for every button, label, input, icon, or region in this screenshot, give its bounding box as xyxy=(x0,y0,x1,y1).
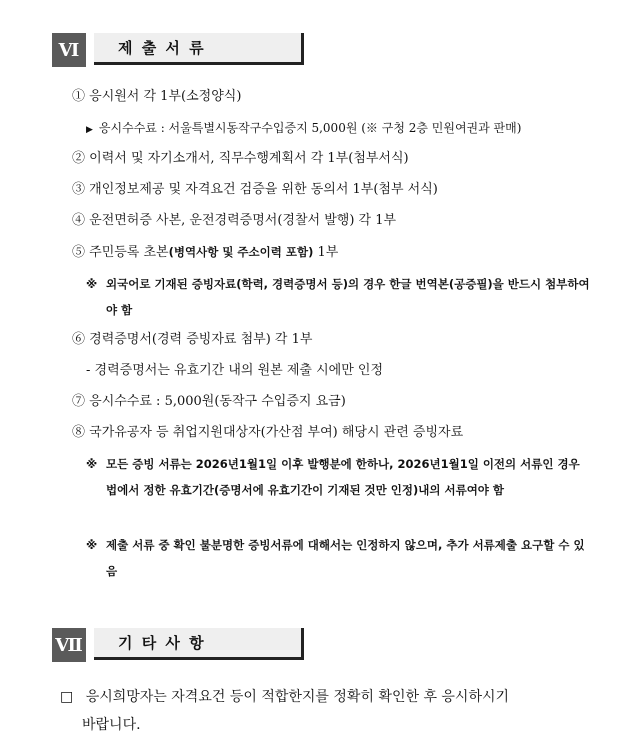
item-7: ⑦ 응시수수료 : 5,000원(동작구 수입증지 요금) xyxy=(72,394,346,409)
item-2: ② 이력서 및 자기소개서, 직무수행계획서 각 1부(첨부서식) xyxy=(72,151,409,166)
item-5-bold: (병역사항 및 주소이력 포함) xyxy=(168,245,314,259)
item-8: ⑧ 국가유공자 등 취업지원대상자(가산점 부여) 해당시 관련 증빙자료 xyxy=(72,425,464,440)
note-3-text: 제출 서류 중 확인 불분명한 증빙서류에 대해서는 인정하지 않으며, 추가 서류제출 요구할 수 있음 xyxy=(106,538,585,578)
item-4: ④ 운전면허증 사본, 운전경력증명서(경찰서 발행) 각 1부 xyxy=(72,213,397,228)
note-2-mark: ※ xyxy=(86,457,98,471)
etc-text-1: 응시희망자는 자격요건 등이 적합한지를 정확히 확인한 후 응시하시기 xyxy=(85,689,510,705)
section-6-numeral: Ⅵ xyxy=(52,33,86,67)
note-unclear-documents xyxy=(86,532,591,584)
note-3-mark: ※ xyxy=(86,538,98,552)
item-1: ① 응시원서 각 1부(소정양식) xyxy=(72,89,242,104)
etc-line-2: 바랍니다. xyxy=(82,717,141,733)
note-1-mark: ※ xyxy=(86,277,98,291)
item-1-sub-text: 응시수수료 : 서울특별시동작구수입증지 5,000원 (※ 구청 2층 민원여권과 판매) xyxy=(98,121,522,135)
item-5 xyxy=(72,243,338,262)
section-6-title: 제 출 서 류 xyxy=(94,33,304,65)
item-5-text: ⑤ 주민등록 초본 xyxy=(72,245,169,260)
etc-line-1 xyxy=(60,688,509,706)
note-2-text: 모든 증빙 서류는 2026년1월1일 이후 발행분에 한하나, 2026년1월1일 이전의 서류인 경우 법에서 정한 유효기간(증명서에 유효기간이 기재된 것만 인정)내의 서류여야 함 xyxy=(106,457,580,497)
triangle-bullet-icon: ▶ xyxy=(86,125,93,135)
item-3: ③ 개인정보제공 및 자격요건 검증을 위한 동의서 1부(첨부 서식) xyxy=(72,182,438,197)
section-7-header xyxy=(52,628,306,662)
item-1-sub xyxy=(86,119,521,139)
section-7-title: 기 타 사 항 xyxy=(94,628,304,660)
item-5-count: 1부 xyxy=(313,245,339,260)
item-6-sub: - 경력증명서는 유효기간 내의 원본 제출 시에만 인정 xyxy=(86,363,384,378)
note-document-validity xyxy=(86,451,591,503)
checkbox-icon: □ xyxy=(60,689,74,705)
section-7-numeral: Ⅶ xyxy=(52,628,86,662)
item-6: ⑥ 경력증명서(경력 증빙자료 첨부) 각 1부 xyxy=(72,332,313,347)
section-6-header xyxy=(52,33,306,67)
note-1-text: 외국어로 기재된 증빙자료(학력, 경력증명서 등)의 경우 한글 번역본(공증필)을 반드시 첨부하여야 함 xyxy=(106,277,590,317)
note-foreign-documents xyxy=(86,271,591,323)
